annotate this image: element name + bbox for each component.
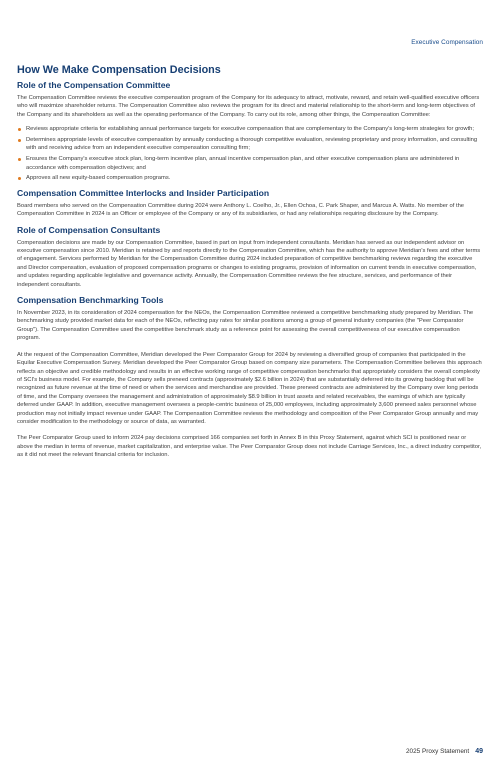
bullet-icon bbox=[18, 139, 21, 142]
footer-doc-name: 2025 Proxy Statement bbox=[405, 748, 470, 755]
bullet-icon bbox=[18, 177, 21, 180]
page-title: How We Make Compensation Decisions bbox=[17, 64, 221, 76]
heading-consultants: Role of Compensation Consultants bbox=[17, 224, 161, 235]
consultants-body: Compensation decisions are made by our Compensation Committee, based in part on input from independent consultants. Meridian has served as our independent advisor on executive compensation since 2010. Meridian is retained by and reports directly to the Compensation Committee, which has the authority to approve Meridian's fees and other terms of engagement. Services performed by Meridian for the Compensation Committee during 2024 included preparation of competitive benchmarking reviews regarding the executive and Director compensation, evaluation of proposed compensation programs or changes to existing programs, provision of information on current trends in executive compensation, and updates regarding applicable legislative and governance activity. Annually, the Compensation Committee reviews the fee structure, services, and performance of their independent consultants. bbox=[17, 239, 481, 288]
list-item: Reviews appropriate criteria for establishing annual performance targets for executive compensation that are complementary to the Company's long-term strategies for growth; bbox=[17, 125, 483, 133]
page-footer bbox=[406, 748, 483, 755]
role-committee-bullets bbox=[17, 125, 483, 183]
list-item: Ensures the Company's executive stock plan, long-term incentive plan, annual incentive compensation plan, and other executive compensation plans are administered in accordance with compensation objectives; and bbox=[17, 155, 483, 172]
heading-role-committee: Role of the Compensation Committee bbox=[17, 80, 171, 90]
heading-interlocks: Compensation Committee Interlocks and Insider Participation bbox=[17, 187, 270, 198]
benchmarking-paragraph-3: The Peer Comparator Group used to inform 2024 pay decisions comprised 166 companies set forth in Annex B in this Proxy Statement, against which SCI is positioned near or above the median in terms of revenue, market capitalization, and enterprise value. The Peer Comparator Group does not include Carriage Services, Inc., a direct industry competitor, as it did not meet the relevant financial criteria for inclusion. bbox=[17, 435, 482, 459]
bullet-icon bbox=[18, 128, 21, 131]
running-header: Executive Compensation bbox=[411, 39, 483, 46]
page-number: 49 bbox=[475, 748, 483, 755]
role-committee-intro: The Compensation Committee reviews the executive compensation program of the Company for its adequacy to attract, motivate, reward, and retain well-qualified executive officers who will maximize shareholder returns. The Compensation Committee also reviews the program for its direct and material relationship to the short-term and long-term objectives of the Company and its shareholders as well as the operating performance of the Company. To carry out its role, among other things, the Compensation Committee: bbox=[17, 95, 480, 118]
heading-benchmarking: Compensation Benchmarking Tools bbox=[17, 295, 164, 306]
main-content bbox=[17, 63, 483, 466]
benchmarking-paragraph-2: At the request of the Compensation Committee, Meridian developed the Peer Comparator Group for 2024 by reviewing a diversified group of companies that participated in the Equilar Executive Compensation Survey. Meridian developed the Peer Comparator Group based on company size parameters. The Compensation Committee believes this approach reflects an objective and credible methodology and results in an effective working range of competitive compensation benchmarks that appropriately considers the overall complexity of SCI's business model. For example, the Company sells preneed contracts (approximately $2.6 billion in 2024) that are substantially deferred into its growing backlog that will be recognized as future revenue at the time of need or when the services and merchandise are provided. These preneed contracts are administered by the Company over long periods of time, and the Company oversees the management and administration of approximately $8.9 billion in trust assets and related receivables, the earnings of which are typically deferred under GAAP. In addition, executive management oversees a people-centric business of 25,000 employees, including approximately 3,600 preneed sales personnel whose production may not initially impact revenue under GAAP. The Compensation Committee reviews the methodology and composition of the Peer Comparator Group annually and may consider modification to the methodology or source of data, as warranted. bbox=[17, 351, 482, 425]
list-item: Determines appropriate levels of executive compensation by annually conducting a thorough competitive evaluation, reviewing proprietary and proxy information, and consulting with and receiving advice from an independent executive compensation consulting firm; bbox=[17, 136, 483, 153]
benchmarking-paragraph-1: In November 2023, in its consideration of 2024 compensation for the NEOs, the Compensation Committee reviewed a competitive benchmarking study prepared by Meridian. The benchmarking study provided market data for each of the NEOs, reflecting pay rates for similar positions among a group of general industry companies (the "Peer Comparator Group"). The Compensation Committee used the competitive benchmark study as a reference point for assessing the overall competitiveness of our executive compensation program. bbox=[17, 310, 474, 342]
bullet-icon bbox=[18, 158, 21, 161]
interlocks-body: Board members who served on the Compensation Committee during 2024 were Anthony L. Coelho, Jr., Ellen Ochoa, C. Park Shaper, and Marcus A. Watts. No member of the Compensation Committee in 2024 is an Officer or employee of the Company or any of its subsidiaries, or had any relationships requiring disclosure by the Company. bbox=[17, 202, 465, 218]
list-item: Approves all new equity-based compensation programs. bbox=[17, 174, 483, 182]
